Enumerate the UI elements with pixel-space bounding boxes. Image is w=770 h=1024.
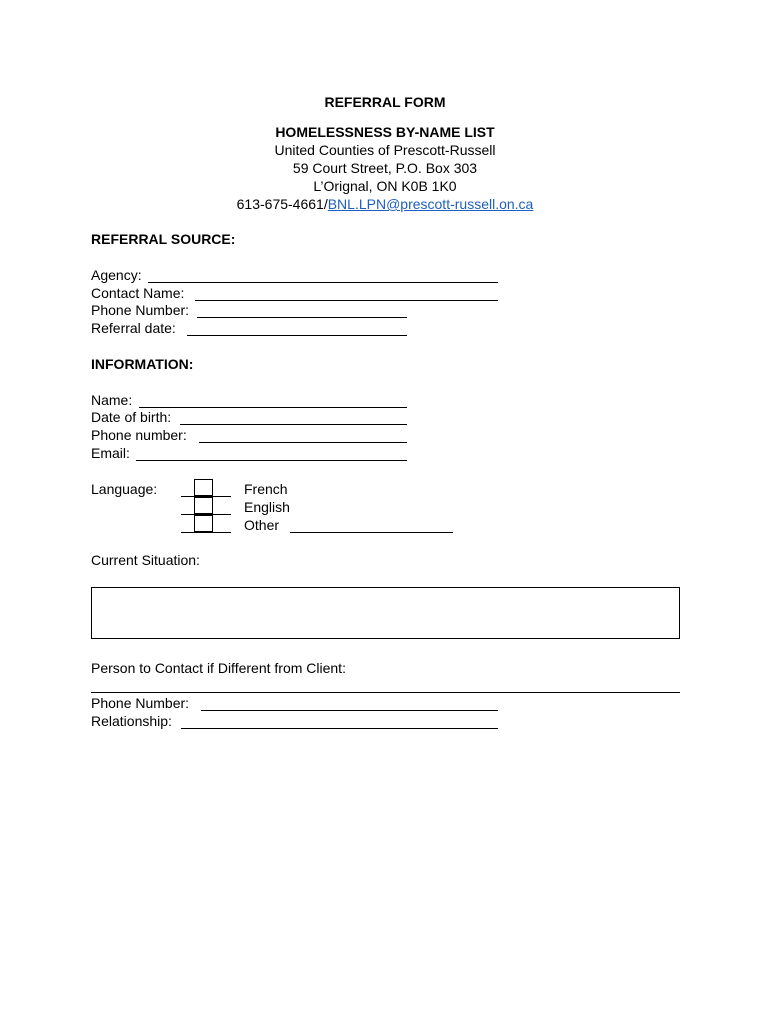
referral-date-label: Referral date: [91, 320, 176, 336]
address-line-3: L’Orignal, ON K0B 1K0 [313, 178, 457, 194]
english-option-label: English [244, 499, 290, 515]
other-language-field[interactable] [290, 532, 453, 533]
current-situation-label: Current Situation: [91, 552, 200, 568]
english-checkbox[interactable] [194, 497, 213, 514]
agency-field[interactable] [148, 282, 498, 283]
referral-source-heading: REFERRAL SOURCE: [91, 231, 236, 247]
name-label: Name: [91, 392, 133, 408]
email-field[interactable] [136, 460, 407, 461]
referral-phone-field[interactable] [197, 317, 407, 318]
agency-label: Agency: [91, 267, 142, 283]
email-label: Email: [91, 445, 130, 461]
phone-label: Phone number: [91, 427, 187, 443]
language-label: Language: [91, 481, 158, 497]
email-link[interactable]: BNL.LPN@prescott-russell.on.ca [327, 196, 534, 212]
phone-number: 613-675-4661/ [236, 196, 328, 212]
language-rule [181, 532, 231, 533]
contact-name-field[interactable] [195, 300, 498, 301]
address-line-1: United Counties of Prescott-Russell [274, 142, 496, 158]
dob-label: Date of birth: [91, 409, 172, 425]
contact-person-heading: Person to Contact if Different from Client: [91, 660, 346, 676]
name-field[interactable] [139, 407, 407, 408]
contact-phone-field[interactable] [201, 710, 498, 711]
address-line-2: 59 Court Street, P.O. Box 303 [292, 160, 478, 176]
other-option-label: Other [244, 517, 280, 533]
referral-phone-label: Phone Number: [91, 302, 190, 318]
contact-person-field[interactable] [91, 692, 680, 693]
information-heading: INFORMATION: [91, 356, 194, 372]
relationship-field[interactable] [181, 728, 498, 729]
form-title: REFERRAL FORM [324, 94, 446, 110]
dob-field[interactable] [180, 424, 407, 425]
other-checkbox[interactable] [194, 515, 213, 532]
form-subtitle: HOMELESSNESS BY-NAME LIST [275, 124, 495, 140]
current-situation-textarea[interactable] [91, 587, 680, 639]
relationship-label: Relationship: [91, 713, 172, 729]
phone-field[interactable] [199, 442, 407, 443]
contact-line [0, 196, 770, 213]
french-option-label: French [244, 481, 288, 497]
referral-date-field[interactable] [187, 335, 407, 336]
contact-name-label: Contact Name: [91, 285, 185, 301]
french-checkbox[interactable] [194, 479, 213, 496]
contact-phone-label: Phone Number: [91, 695, 190, 711]
